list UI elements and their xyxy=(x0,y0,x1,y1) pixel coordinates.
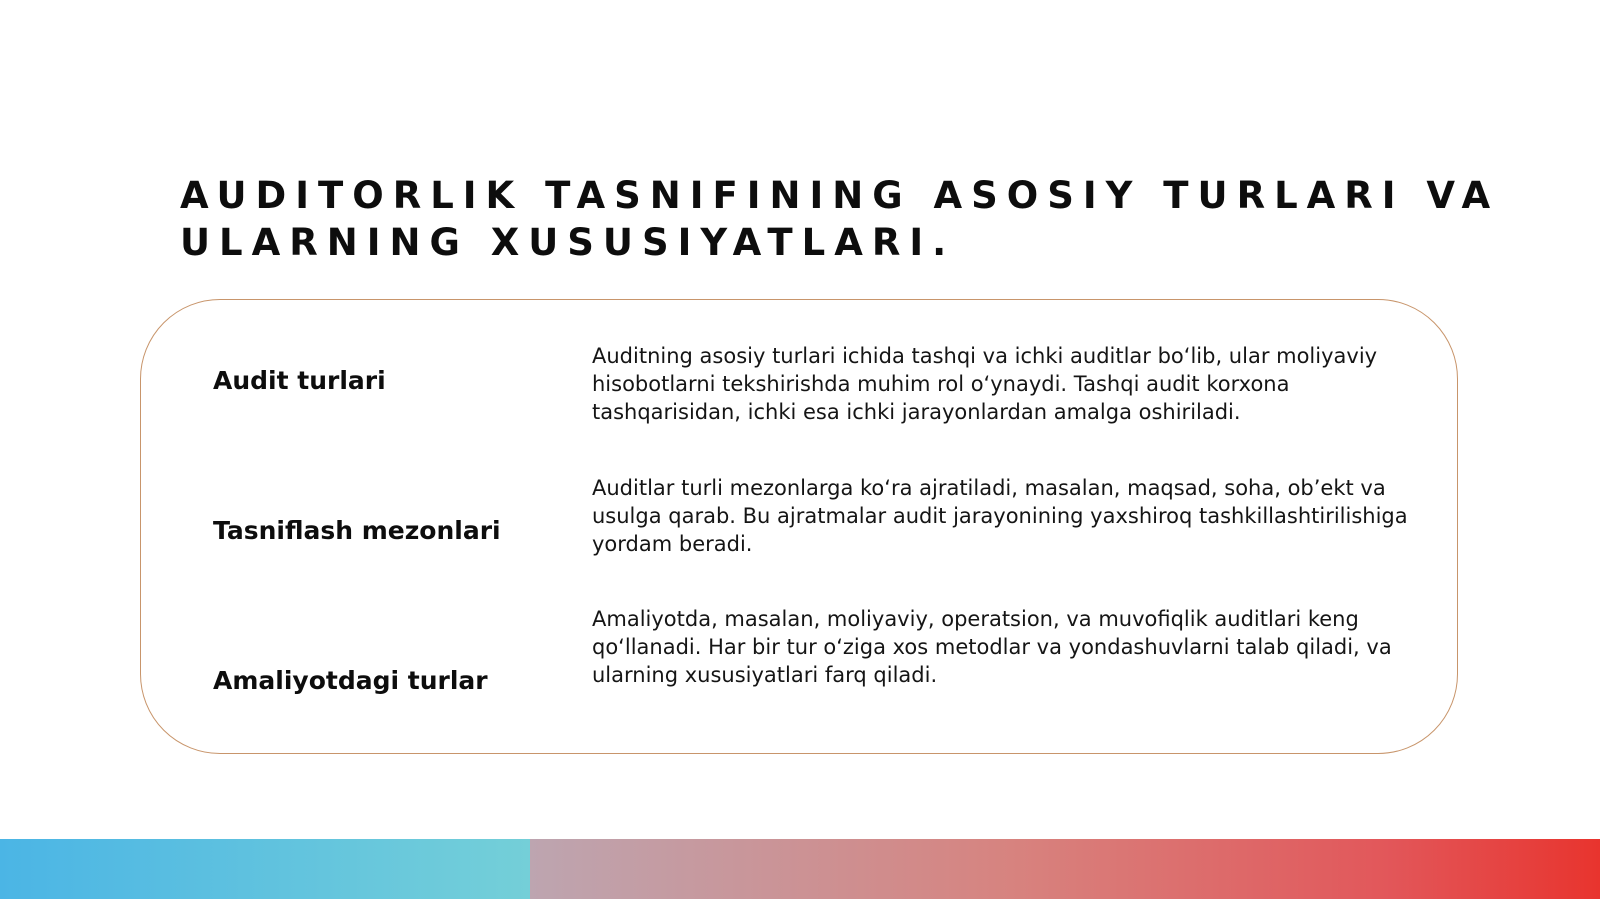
slide-title: AUDITORLIK TASNIFINING ASOSIY TURLARI VA ULARNING XUSUSIYATLARI. xyxy=(180,174,1500,264)
content-card xyxy=(140,299,1458,754)
footer-gradient-bar xyxy=(0,839,1600,899)
row-label-amaliyotdagi-turlar: Amaliyotdagi turlar xyxy=(213,666,488,695)
row-label-tasniflash-mezonlari: Tasniflash mezonlari xyxy=(213,516,501,545)
row-description-tasniflash-mezonlari: Auditlar turli mezonlarga ko‘ra ajratiladi, masalan, maqsad, soha, ob’ekt va usulga qarab. Bu ajratmalar audit jarayonining yaxshiroq tashkillashtirilishiga yordam beradi. xyxy=(592,476,1408,556)
row-description-audit-turlari: Auditning asosiy turlari ichida tashqi va ichki auditlar bo‘lib, ular moliyaviy hisobotlarni tekshirishda muhim rol o‘ynaydi. Tashqi audit korxona tashqarisidan, ichki esa ichki jarayonlardan amalga oshiriladi. xyxy=(592,344,1378,424)
row-description-amaliyotdagi-turlar: Amaliyotda, masalan, moliyaviy, operatsion, va muvofiqlik auditlari keng qo‘llanadi. Har bir tur o‘ziga xos metodlar va yondashuvlarni talab qiladi, va ularning xususiyatlari farq qiladi. xyxy=(592,607,1392,687)
footer-bar-red-segment xyxy=(530,839,1600,899)
footer-bar-blue-segment xyxy=(0,839,530,899)
row-label-audit-turlari: Audit turlari xyxy=(213,366,386,395)
